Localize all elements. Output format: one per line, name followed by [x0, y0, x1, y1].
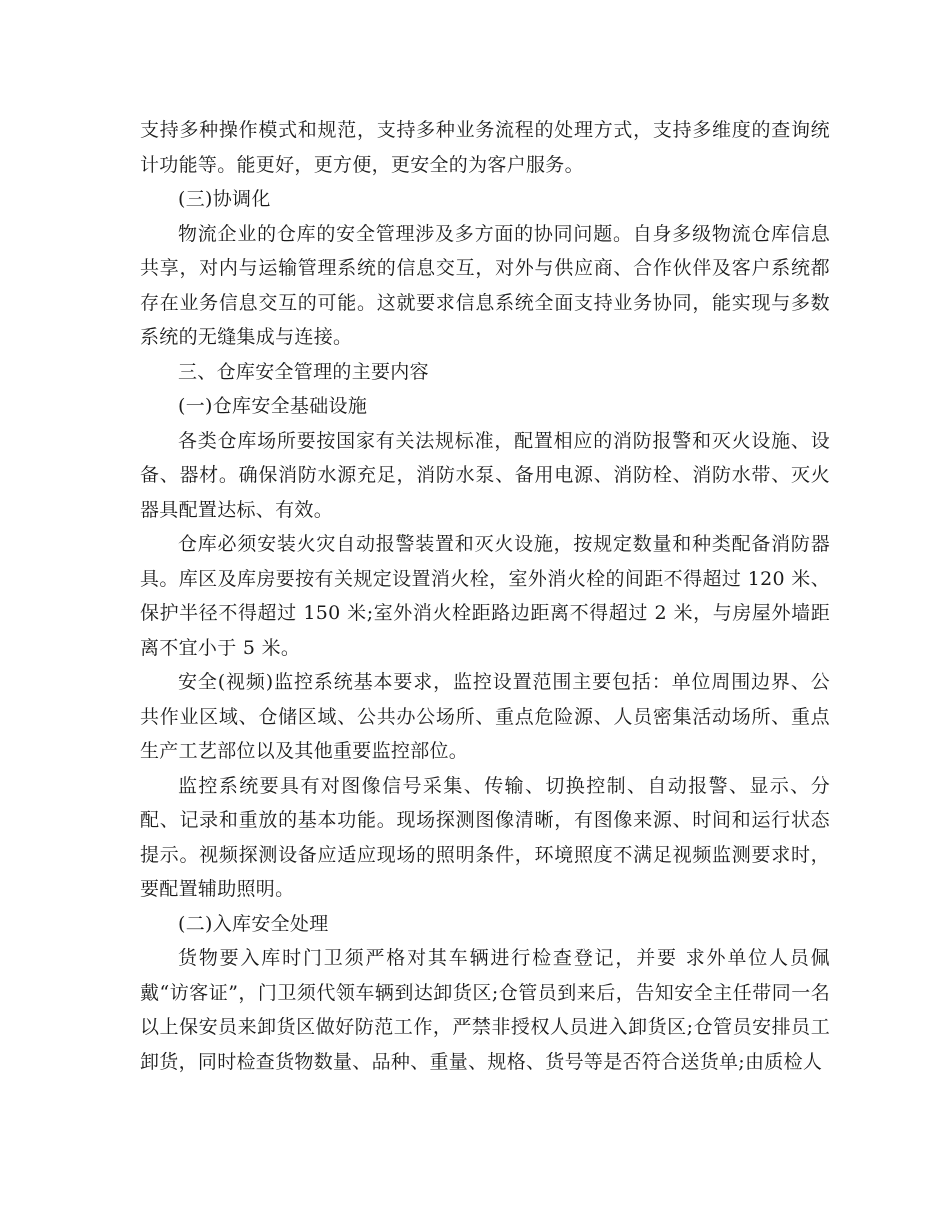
- paragraph-monitoring-functions: 监控系统要具有对图像信号采集、传输、切换控制、自动报警、显示、分配、记录和重放的基本功能。现场探测图像清晰，有图像来源、时间和运行状态提示。视频探测设备应适应现场的照明条件，环境照度不满足视频监测要求时，要配置辅助照明。: [140, 774, 830, 900]
- paragraph-hydrants: 仓库必须安装火灾自动报警装置和灭火设施，按规定数量和种类配备消防器具。库区及库房要按有关规定设置消火栓，室外消火栓的间距不得超过 120 米、保护半径不得超过 150 米;室外消火栓距路边距离不得超过 2 米，与房屋外墙距离不宜小于 5 米。: [140, 533, 830, 659]
- heading-infrastructure: (一)仓库安全基础设施: [178, 395, 368, 417]
- document-body: [140, 113, 830, 1079]
- paragraph-monitoring-scope: 安全(视频)监控系统基本要求，监控设置范围主要包括：单位周围边界、公共作业区域、仓储区域、公共办公场所、重点危险源、人员密集活动场所、重点生产工艺部位以及其他重要监控部位。: [140, 671, 830, 762]
- paragraph-coordination: 物流企业的仓库的安全管理涉及多方面的协同问题。自身多级物流仓库信息共享，对内与运输管理系统的信息交互，对外与供应商、合作伙伴及客户系统都存在业务信息交互的可能。这就要求信息系统全面支持业务协同，能实现与多数系统的无缝集成与连接。: [140, 222, 830, 348]
- paragraph-intro: 支持多种操作模式和规范，支持多种业务流程的处理方式，支持多维度的查询统计功能等。能更好，更方便，更安全的为客户服务。: [140, 119, 830, 176]
- heading-inbound-safety: (二)入库安全处理: [178, 912, 329, 935]
- heading-coordination: (三)协调化: [178, 188, 271, 210]
- paragraph-inbound-procedure: 货物要入库时门卫须严格对其车辆进行检查登记，并要 求外单位人员佩戴“访客证”，门卫须代领车辆到达卸货区;仓管员到来后，告知安全主任带同一名以上保安员来卸货区做好防范工作，严禁非授权人员进入卸货区;仓管员安排员工卸货，同时检查货物数量、品种、重量、规格、货号等是否符合送货单;由质检人: [140, 947, 830, 1073]
- heading-section-three: 三、仓库安全管理的主要内容: [178, 360, 429, 383]
- paragraph-fire-equipment: 各类仓库场所要按国家有关法规标准，配置相应的消防报警和灭火设施、设备、器材。确保消防水源充足，消防水泵、备用电源、消防栓、消防水带、灭火器具配置达标、有效。: [140, 429, 830, 521]
